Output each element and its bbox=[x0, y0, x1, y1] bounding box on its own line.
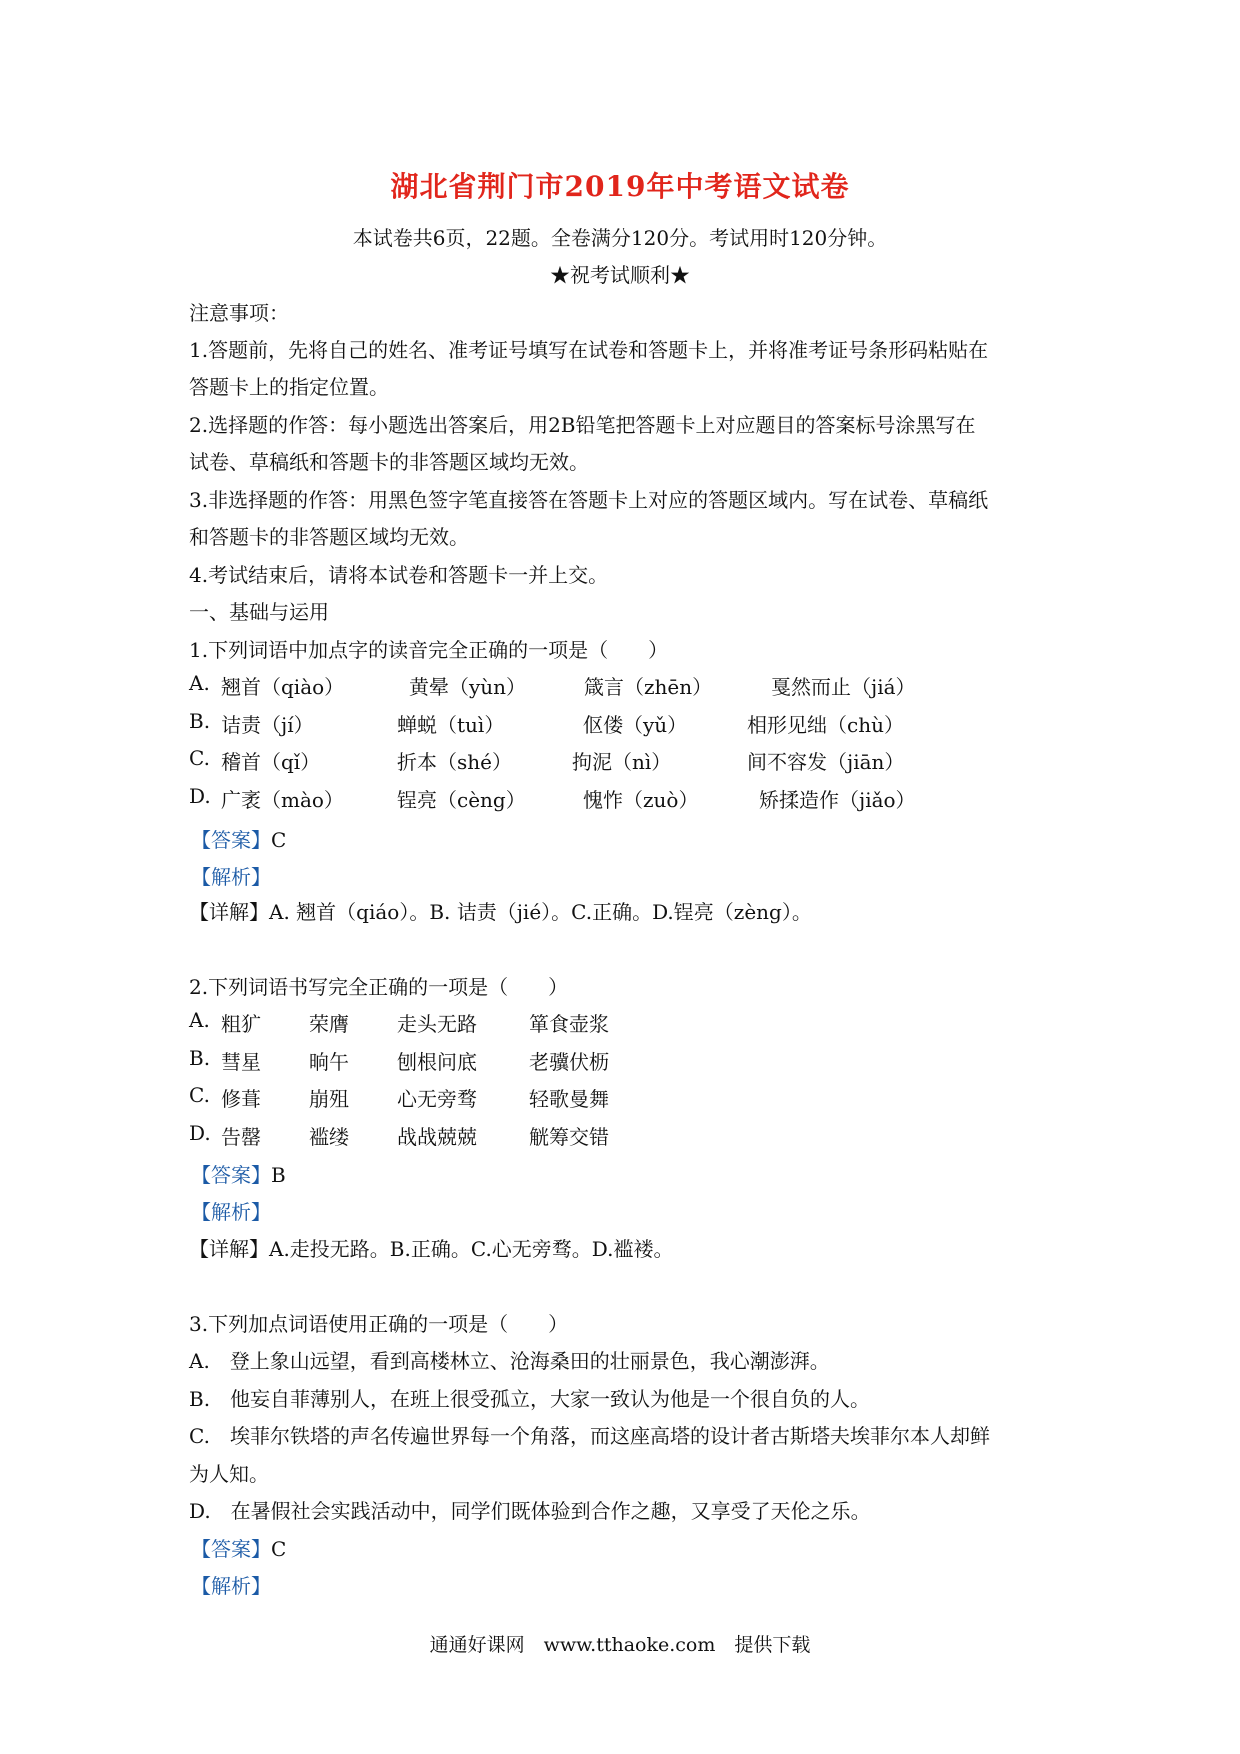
question-3-analysis-tag: 【解析】 bbox=[191, 1574, 271, 1598]
question-3-option-line: B. 他妄自菲薄别人，在班上很受孤立，大家一致认为他是一个很自负的人。 bbox=[189, 1387, 871, 1411]
answer-value: C bbox=[271, 1537, 287, 1561]
notice-line: 3.非选择题的作答：用黑色签字笔直接答在答题卡上对应的答题区域内。写在试卷、草稿纸 bbox=[189, 488, 989, 512]
option-letter: D. bbox=[189, 784, 211, 808]
page-footer: 通通好课网 www.tthaoke.com 提供下载 bbox=[429, 1634, 811, 1656]
question-3-option-line: 为人知。 bbox=[189, 1462, 269, 1486]
option-item: 走头无路 bbox=[397, 1012, 477, 1036]
option-item: 拘泥（nì） bbox=[572, 750, 672, 774]
exam-info: 本试卷共6页，22题。全卷满分120分。考试用时120分钟。 bbox=[352, 226, 888, 250]
option-item: 间不容发（jiān） bbox=[747, 750, 905, 774]
question-1-detail bbox=[189, 896, 812, 925]
option-item: 愧怍（zuò） bbox=[583, 788, 699, 812]
answer-value: C bbox=[271, 828, 287, 852]
option-item: 崩殂 bbox=[309, 1087, 349, 1111]
question-2-detail bbox=[189, 1233, 673, 1262]
notice-line: 2.选择题的作答：每小题选出答案后，用2B铅笔把答题卡上对应题目的答案标号涂黑写在 bbox=[189, 413, 976, 437]
section-heading: 一、基础与运用 bbox=[189, 600, 329, 624]
blessing-line: ★祝考试顺利★ bbox=[550, 263, 690, 287]
option-item: 蝉蜕（tuì） bbox=[397, 713, 505, 737]
question-3-option-line: C. 埃菲尔铁塔的声名传遍世界每一个角落，而这座高塔的设计者古斯塔夫埃菲尔本人却鲜 bbox=[189, 1424, 990, 1448]
option-item: 箴言（zhēn） bbox=[584, 675, 713, 699]
option-letter: C. bbox=[189, 746, 210, 770]
option-item: 修葺 bbox=[221, 1087, 261, 1111]
option-item: 彗星 bbox=[221, 1050, 261, 1074]
detail-tag: 【详解】 bbox=[189, 900, 269, 924]
option-letter: A. bbox=[189, 1008, 210, 1032]
option-item: 刨根问底 bbox=[397, 1050, 477, 1074]
option-item: 觥筹交错 bbox=[529, 1125, 609, 1149]
option-item: 告罄 bbox=[221, 1125, 261, 1149]
detail-text: A. 翘首（qiáo）。B. 诘责（jié）。C.正确。D.锃亮（zèng）。 bbox=[269, 900, 812, 924]
answer-tag: 【答案】 bbox=[191, 1537, 271, 1561]
option-item: 稽首（qǐ） bbox=[221, 750, 321, 774]
detail-text: A.走投无路。B.正确。C.心无旁骛。D.褴褛。 bbox=[269, 1237, 674, 1261]
option-item: 褴缕 bbox=[309, 1125, 349, 1149]
option-item: 广袤（mào） bbox=[221, 788, 344, 812]
question-3-answer bbox=[191, 1533, 286, 1562]
option-item: 折本（shé） bbox=[397, 750, 512, 774]
option-letter: D. bbox=[189, 1121, 211, 1145]
answer-value: B bbox=[271, 1163, 286, 1187]
option-letter: A. bbox=[189, 671, 210, 695]
option-item: 矫揉造作（jiǎo） bbox=[759, 788, 916, 812]
question-2-answer bbox=[191, 1159, 286, 1188]
option-item: 荣膺 bbox=[309, 1012, 349, 1036]
option-letter: B. bbox=[189, 1046, 211, 1070]
question-2-analysis-tag: 【解析】 bbox=[191, 1200, 271, 1224]
page-title: 湖北省荆门市2019年中考语文试卷 bbox=[390, 170, 850, 203]
option-letter: C. bbox=[189, 1083, 210, 1107]
answer-tag: 【答案】 bbox=[191, 828, 271, 852]
option-item: 老骥伏枥 bbox=[529, 1050, 609, 1074]
notice-line: 和答题卡的非答题区域均无效。 bbox=[189, 525, 469, 549]
notice-line: 试卷、草稿纸和答题卡的非答题区域均无效。 bbox=[189, 450, 589, 474]
option-item: 黄晕（yùn） bbox=[409, 675, 527, 699]
option-item: 晌午 bbox=[309, 1050, 349, 1074]
option-item: 戛然而止（jiá） bbox=[771, 675, 916, 699]
option-item: 战战兢兢 bbox=[397, 1125, 477, 1149]
answer-tag: 【答案】 bbox=[191, 1163, 271, 1187]
notice-line: 1.答题前，先将自己的姓名、准考证号填写在试卷和答题卡上，并将准考证号条形码粘贴在 bbox=[189, 338, 989, 362]
option-item: 伛偻（yǔ） bbox=[583, 713, 688, 737]
option-item: 轻歌曼舞 bbox=[529, 1087, 609, 1111]
notice-heading: 注意事项： bbox=[189, 301, 289, 325]
question-3-option-line: D. 在暑假社会实践活动中，同学们既体验到合作之趣，又享受了天伦之乐。 bbox=[189, 1499, 871, 1523]
question-2-stem: 2.下列词语书写完全正确的一项是（ ） bbox=[189, 975, 569, 999]
option-letter: B. bbox=[189, 709, 211, 733]
option-item: 心无旁骛 bbox=[397, 1087, 477, 1111]
notice-line: 4.考试结束后，请将本试卷和答题卡一并上交。 bbox=[189, 563, 609, 587]
question-1-analysis-tag: 【解析】 bbox=[191, 865, 271, 889]
option-item: 箪食壶浆 bbox=[529, 1012, 609, 1036]
option-item: 锃亮（cèng） bbox=[397, 788, 526, 812]
notice-line: 答题卡上的指定位置。 bbox=[189, 375, 389, 399]
question-3-option-line: A. 登上象山远望，看到高楼林立、沧海桑田的壮丽景色，我心潮澎湃。 bbox=[189, 1349, 830, 1373]
option-item: 翘首（qiào） bbox=[221, 675, 345, 699]
option-item: 诘责（jí） bbox=[221, 713, 314, 737]
question-1-answer bbox=[191, 824, 286, 853]
detail-tag: 【详解】 bbox=[189, 1237, 269, 1261]
question-3-stem: 3.下列加点词语使用正确的一项是（ ） bbox=[189, 1312, 569, 1336]
option-item: 粗犷 bbox=[221, 1012, 261, 1036]
question-1-stem: 1.下列词语中加点字的读音完全正确的一项是（ ） bbox=[189, 638, 669, 662]
option-item: 相形见绌（chù） bbox=[747, 713, 904, 737]
